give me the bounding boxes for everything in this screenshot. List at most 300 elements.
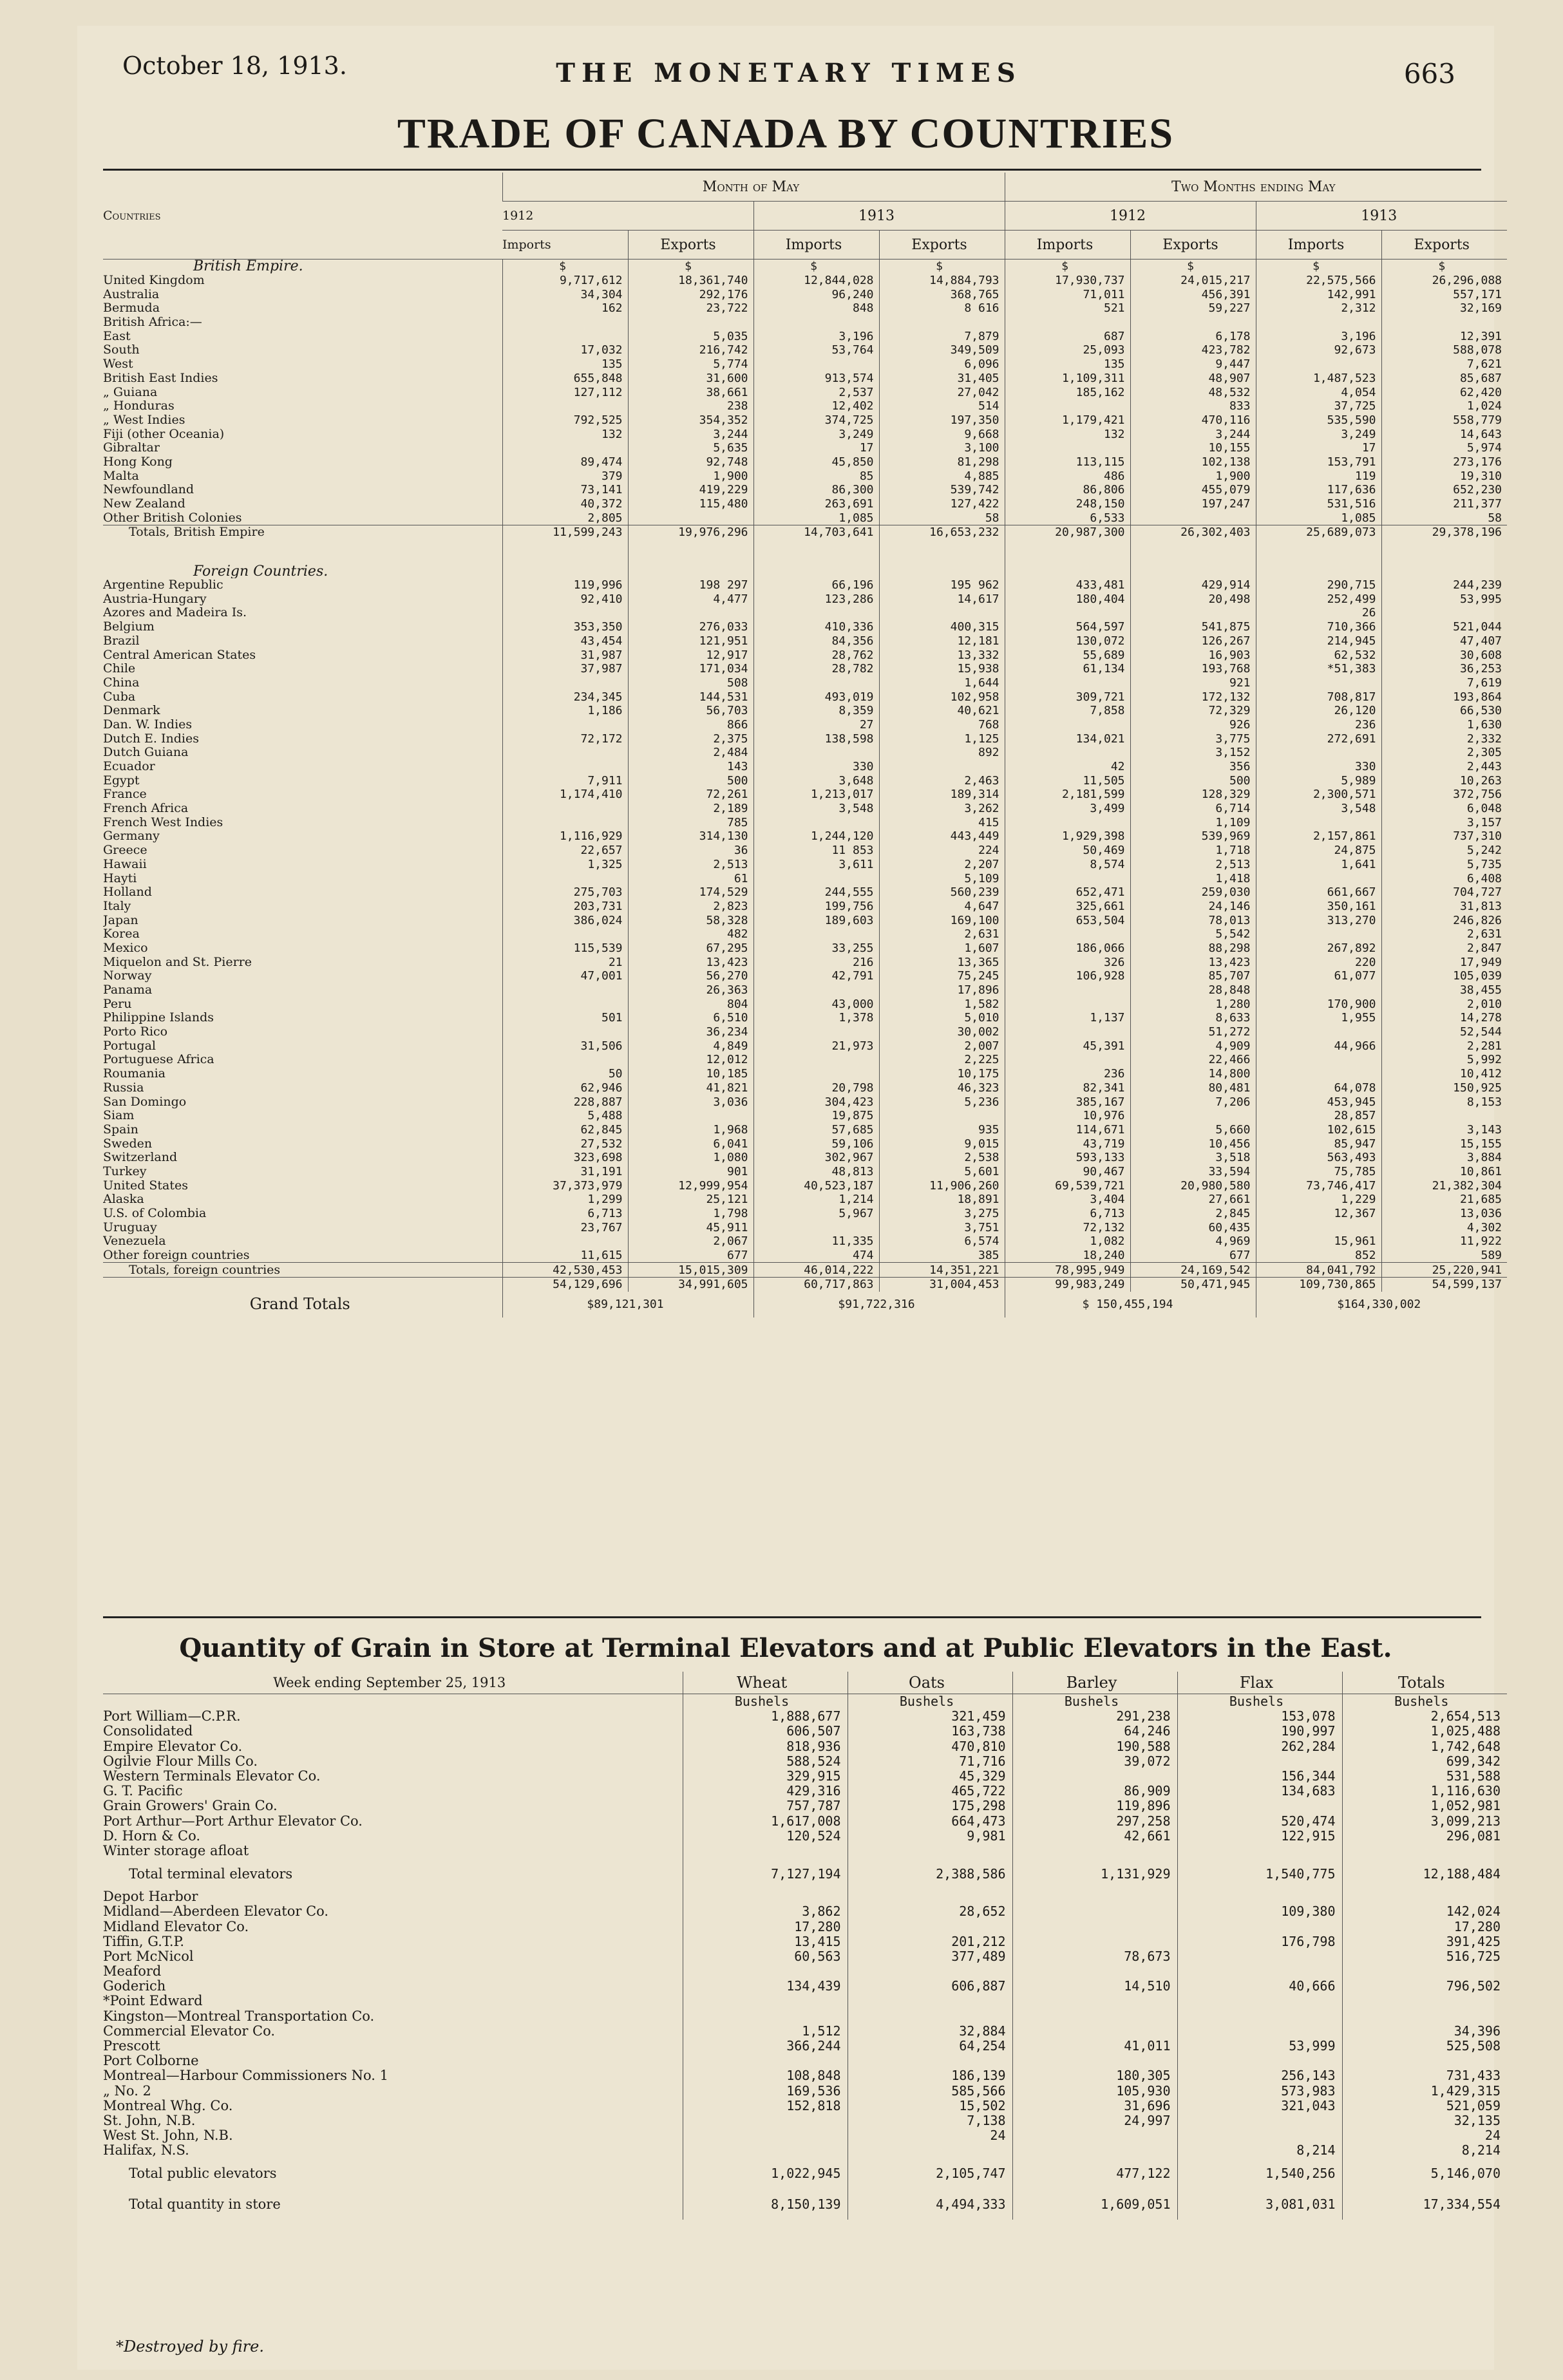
trade-value: 500 bbox=[1130, 773, 1256, 788]
trade-value: 2,513 bbox=[1130, 858, 1256, 872]
trade-value: 12,391 bbox=[1381, 329, 1507, 343]
trade-value: 10,976 bbox=[1005, 1109, 1130, 1123]
trade-value: 43,719 bbox=[1005, 1137, 1130, 1151]
trade-value: 228,887 bbox=[502, 1095, 628, 1109]
trade-value: 2,823 bbox=[628, 900, 753, 914]
trade-value: 113,115 bbox=[1005, 455, 1130, 469]
trade-value: 72,172 bbox=[502, 732, 628, 746]
total-value: 8,150,139 bbox=[683, 2189, 848, 2220]
grain-value bbox=[848, 1994, 1012, 2008]
grain-value: 78,673 bbox=[1012, 1949, 1177, 1964]
trade-table bbox=[103, 173, 1507, 1318]
grain-value: 516,725 bbox=[1342, 1949, 1507, 1964]
trade-value: 48,532 bbox=[1130, 385, 1256, 399]
trade-value bbox=[879, 760, 1005, 774]
trade-value bbox=[879, 1109, 1005, 1123]
elevator-name: Winter storage afloat bbox=[103, 1843, 249, 1858]
country-name: Sweden bbox=[103, 1137, 153, 1151]
trade-value bbox=[1005, 441, 1130, 455]
total-label: Totals, British Empire bbox=[103, 525, 502, 540]
trade-value bbox=[628, 511, 753, 525]
trade-value bbox=[502, 1053, 628, 1067]
trade-value: 135 bbox=[1005, 357, 1130, 372]
elevator-name: „ No. 2 bbox=[103, 2083, 151, 2099]
dollar-sign: $ bbox=[753, 260, 879, 274]
trade-value: 47,001 bbox=[502, 969, 628, 983]
trade-value: 203,731 bbox=[502, 900, 628, 914]
table-row bbox=[103, 274, 1507, 288]
trade-value: 9,717,612 bbox=[502, 274, 628, 288]
trade-value: 5,635 bbox=[628, 441, 753, 455]
trade-value: 30,608 bbox=[1381, 648, 1507, 662]
trade-value: 23,767 bbox=[502, 1220, 628, 1234]
trade-value: 26,120 bbox=[1256, 704, 1381, 718]
exports-header: Exports bbox=[1381, 231, 1507, 260]
total-value: 26,302,403 bbox=[1130, 525, 1256, 540]
grain-value: 45,329 bbox=[848, 1769, 1012, 1784]
total-value: 42,530,453 bbox=[502, 1263, 628, 1278]
grain-value: 465,722 bbox=[848, 1784, 1012, 1799]
country-name: Roumania bbox=[103, 1066, 166, 1081]
trade-value: 252,499 bbox=[1256, 592, 1381, 606]
table-row bbox=[103, 927, 1507, 941]
table-row bbox=[103, 802, 1507, 816]
trade-value: 73,141 bbox=[502, 483, 628, 497]
trade-value: 21,685 bbox=[1381, 1193, 1507, 1207]
grand-subtotal-value: 34,991,605 bbox=[628, 1278, 753, 1292]
grain-value: 17,280 bbox=[683, 1919, 848, 1934]
table-row bbox=[103, 676, 1507, 690]
grain-value: 585,566 bbox=[848, 2084, 1012, 2099]
trade-value: 10,155 bbox=[1130, 441, 1256, 455]
trade-value: 6,096 bbox=[879, 357, 1005, 372]
table-row bbox=[103, 1844, 1507, 1858]
trade-value: 1,644 bbox=[879, 676, 1005, 690]
trade-value: 33,594 bbox=[1130, 1165, 1256, 1179]
grain-value: 256,143 bbox=[1177, 2068, 1342, 2083]
trade-value: 18,361,740 bbox=[628, 274, 753, 288]
table-row bbox=[103, 2009, 1507, 2024]
trade-value: 4,302 bbox=[1381, 1220, 1507, 1234]
grain-value bbox=[1012, 1964, 1177, 1979]
trade-value: 589 bbox=[1381, 1249, 1507, 1263]
trade-value bbox=[879, 606, 1005, 620]
elevator-name: Consolidated bbox=[103, 1724, 193, 1739]
elevator-name: Commercial Elevator Co. bbox=[103, 2023, 276, 2039]
grain-value bbox=[1012, 1769, 1177, 1784]
country-name: Germany bbox=[103, 829, 160, 844]
trade-value: 31,987 bbox=[502, 648, 628, 662]
trade-value: 46,323 bbox=[879, 1081, 1005, 1095]
page-title: TRADE OF CANADA BY COUNTRIES bbox=[397, 110, 1175, 157]
trade-value: 185,162 bbox=[1005, 385, 1130, 399]
country-name: Central American States bbox=[103, 648, 256, 662]
table-row bbox=[103, 1095, 1507, 1109]
trade-value: 3,648 bbox=[753, 773, 879, 788]
trade-value: 48,813 bbox=[753, 1165, 879, 1179]
trade-value: 132 bbox=[502, 427, 628, 441]
grain-value bbox=[683, 2143, 848, 2158]
grand-total-label: Grand Totals bbox=[249, 1295, 350, 1314]
trade-value bbox=[1130, 511, 1256, 525]
country-name: South bbox=[103, 343, 140, 357]
trade-value: 4,647 bbox=[879, 900, 1005, 914]
table-row bbox=[103, 2099, 1507, 2113]
trade-value: 224 bbox=[879, 844, 1005, 858]
country-name: Peru bbox=[103, 997, 132, 1011]
grain-value: 163,738 bbox=[848, 1724, 1012, 1739]
trade-value: 415 bbox=[879, 815, 1005, 829]
trade-value: 132 bbox=[1005, 427, 1130, 441]
country-name: Argentine Republic bbox=[103, 578, 223, 592]
grain-value: 142,024 bbox=[1342, 1904, 1507, 1919]
trade-value: 6,714 bbox=[1130, 802, 1256, 816]
table-row bbox=[103, 1081, 1507, 1095]
trade-value: 921 bbox=[1130, 676, 1256, 690]
trade-value: 1,325 bbox=[502, 858, 628, 872]
country-name: Norway bbox=[103, 969, 152, 983]
table-row bbox=[103, 1067, 1507, 1081]
table-row bbox=[103, 1053, 1507, 1067]
country-name: British East Indies bbox=[103, 371, 218, 385]
trade-value: 85 bbox=[753, 469, 879, 483]
trade-value: 2,375 bbox=[628, 732, 753, 746]
trade-value: 15,938 bbox=[879, 662, 1005, 676]
trade-value: 3,244 bbox=[1130, 427, 1256, 441]
trade-value: 302,967 bbox=[753, 1151, 879, 1165]
grain-value: 152,818 bbox=[683, 2099, 848, 2113]
trade-value bbox=[1256, 1053, 1381, 1067]
trade-value: 84,356 bbox=[753, 634, 879, 648]
trade-value: 5,974 bbox=[1381, 441, 1507, 455]
grain-value: 520,474 bbox=[1177, 1814, 1342, 1829]
wheat-header: Wheat bbox=[683, 1672, 848, 1694]
table-row bbox=[103, 2128, 1507, 2143]
trade-value: 13,423 bbox=[1130, 955, 1256, 969]
trade-value: 14,884,793 bbox=[879, 274, 1005, 288]
trade-value: 2,157,861 bbox=[1256, 829, 1381, 844]
trade-value: 13,423 bbox=[628, 955, 753, 969]
trade-value: 22,657 bbox=[502, 844, 628, 858]
grain-value bbox=[683, 2054, 848, 2068]
grain-value: 64,246 bbox=[1012, 1724, 1177, 1739]
trade-value: 419,229 bbox=[628, 483, 753, 497]
grain-value bbox=[683, 2009, 848, 2024]
elevator-name: G. T. Pacific bbox=[103, 1784, 183, 1799]
grain-value: 134,439 bbox=[683, 1979, 848, 1994]
trade-value: 58 bbox=[1381, 511, 1507, 525]
trade-value: 349,509 bbox=[879, 343, 1005, 357]
grain-value: 1,116,630 bbox=[1342, 1784, 1507, 1799]
british-empire-heading: British Empire. bbox=[193, 259, 303, 274]
trade-value: 6,408 bbox=[1381, 871, 1507, 885]
trade-value: 379 bbox=[502, 469, 628, 483]
trade-value: 292,176 bbox=[628, 287, 753, 301]
trade-value: 1,085 bbox=[1256, 511, 1381, 525]
grain-value: 606,507 bbox=[683, 1724, 848, 1739]
total-value: 12,188,484 bbox=[1342, 1858, 1507, 1889]
total-value: 24,169,542 bbox=[1130, 1263, 1256, 1278]
trade-value bbox=[502, 871, 628, 885]
total-value: 25,689,073 bbox=[1256, 525, 1381, 540]
grain-value: 32,884 bbox=[848, 2024, 1012, 2039]
trade-value: 123,286 bbox=[753, 592, 879, 606]
trade-value bbox=[502, 760, 628, 774]
trade-value: 60,435 bbox=[1130, 1220, 1256, 1234]
trade-value: 1,641 bbox=[1256, 858, 1381, 872]
trade-value: 17 bbox=[1256, 441, 1381, 455]
trade-value: 18,240 bbox=[1005, 1249, 1130, 1263]
trade-value: 323,698 bbox=[502, 1151, 628, 1165]
table-row bbox=[103, 606, 1507, 620]
trade-value: 31,813 bbox=[1381, 900, 1507, 914]
elevator-name: Prescott bbox=[103, 2038, 160, 2054]
country-name: China bbox=[103, 675, 140, 690]
grain-value: 190,588 bbox=[1012, 1739, 1177, 1754]
grain-value: 34,396 bbox=[1342, 2024, 1507, 2039]
trade-value: 14,643 bbox=[1381, 427, 1507, 441]
trade-value: 3,143 bbox=[1381, 1123, 1507, 1137]
trade-value: 43,454 bbox=[502, 634, 628, 648]
trade-value bbox=[502, 983, 628, 997]
trade-value bbox=[753, 1067, 879, 1081]
trade-value: 20,980,580 bbox=[1130, 1178, 1256, 1193]
table-row bbox=[103, 634, 1507, 648]
trade-value: 2,805 bbox=[502, 511, 628, 525]
trade-value: 37,987 bbox=[502, 662, 628, 676]
trade-value: 62,420 bbox=[1381, 385, 1507, 399]
table-row bbox=[103, 913, 1507, 927]
table-row bbox=[103, 788, 1507, 802]
trade-value bbox=[1256, 316, 1381, 330]
grain-value: 17,280 bbox=[1342, 1919, 1507, 1934]
table-row bbox=[103, 1739, 1507, 1754]
trade-value: 1,080 bbox=[628, 1151, 753, 1165]
country-name: U.S. of Colombia bbox=[103, 1206, 207, 1221]
table-row bbox=[103, 1123, 1507, 1137]
trade-value: 276,033 bbox=[628, 620, 753, 634]
grain-value: 321,043 bbox=[1177, 2099, 1342, 2113]
table-row bbox=[103, 413, 1507, 428]
grain-value bbox=[848, 2009, 1012, 2024]
trade-value: 4,969 bbox=[1130, 1234, 1256, 1249]
dollar-sign: $ bbox=[1381, 260, 1507, 274]
grain-value: 24 bbox=[1342, 2128, 1507, 2143]
trade-value: 330 bbox=[753, 760, 879, 774]
trade-value: 19,310 bbox=[1381, 469, 1507, 483]
trade-value: 143 bbox=[628, 760, 753, 774]
trade-value bbox=[1005, 927, 1130, 941]
trade-value: 56,270 bbox=[628, 969, 753, 983]
table-row bbox=[103, 1207, 1507, 1221]
grain-value: 377,489 bbox=[848, 1949, 1012, 1964]
trade-value: 677 bbox=[1130, 1249, 1256, 1263]
trade-value: 211,377 bbox=[1381, 497, 1507, 511]
trade-value: 6,041 bbox=[628, 1137, 753, 1151]
country-name: Greece bbox=[103, 843, 147, 858]
grain-value: 64,254 bbox=[848, 2039, 1012, 2054]
trade-value: 28,762 bbox=[753, 648, 879, 662]
trade-value: 309,721 bbox=[1005, 690, 1130, 704]
trade-value: 28,782 bbox=[753, 662, 879, 676]
trade-value: 13,036 bbox=[1381, 1207, 1507, 1221]
trade-value: 66,196 bbox=[753, 578, 879, 592]
trade-value: 3,548 bbox=[1256, 802, 1381, 816]
table-row bbox=[103, 690, 1507, 704]
trade-value: 25,093 bbox=[1005, 343, 1130, 357]
trade-value: 493,019 bbox=[753, 690, 879, 704]
trade-value: 42,791 bbox=[753, 969, 879, 983]
grain-value: 1,025,488 bbox=[1342, 1724, 1507, 1739]
trade-value: 12,917 bbox=[628, 648, 753, 662]
trade-value bbox=[628, 1109, 753, 1123]
trade-value: 7,911 bbox=[502, 773, 628, 788]
trade-value: 866 bbox=[628, 718, 753, 732]
grain-value bbox=[1342, 1844, 1507, 1858]
exports-header: Exports bbox=[1130, 231, 1256, 260]
public-total-row bbox=[103, 2158, 1507, 2189]
trade-value: 130,072 bbox=[1005, 634, 1130, 648]
trade-value: 9,447 bbox=[1130, 357, 1256, 372]
country-name: Other British Colonies bbox=[103, 511, 242, 525]
trade-value: 199,756 bbox=[753, 900, 879, 914]
grain-value bbox=[1342, 1994, 1507, 2008]
trade-value: 833 bbox=[1130, 399, 1256, 413]
trade-value: 374,725 bbox=[753, 413, 879, 428]
trade-value: 470,116 bbox=[1130, 413, 1256, 428]
elevator-name: Kingston—Montreal Transportation Co. bbox=[103, 2008, 375, 2024]
trade-value: 171,034 bbox=[628, 662, 753, 676]
trade-value: 45,850 bbox=[753, 455, 879, 469]
grand-total-value: $ 150,455,194 bbox=[1005, 1292, 1256, 1318]
table-row bbox=[103, 871, 1507, 885]
grain-value: 3,862 bbox=[683, 1904, 848, 1919]
trade-value: 13,332 bbox=[879, 648, 1005, 662]
title-rule bbox=[103, 169, 1481, 171]
trade-value bbox=[753, 1220, 879, 1234]
trade-value: 64,078 bbox=[1256, 1081, 1381, 1095]
table-row bbox=[103, 815, 1507, 829]
total-value: 46,014,222 bbox=[753, 1263, 879, 1278]
imports-header: Imports bbox=[1256, 231, 1381, 260]
trade-value: 75,785 bbox=[1256, 1165, 1381, 1179]
grain-value bbox=[1177, 2113, 1342, 2128]
grain-value: 818,936 bbox=[683, 1739, 848, 1754]
trade-value: 22,466 bbox=[1130, 1053, 1256, 1067]
total-value: 15,015,309 bbox=[628, 1263, 753, 1278]
trade-value: 67,295 bbox=[628, 941, 753, 956]
country-name: New Zealand bbox=[103, 496, 185, 511]
grain-value bbox=[848, 1964, 1012, 1979]
trade-value: 75,245 bbox=[879, 969, 1005, 983]
trade-value: 3,036 bbox=[628, 1095, 753, 1109]
trade-value: 6,574 bbox=[879, 1234, 1005, 1249]
trade-value: 6,048 bbox=[1381, 802, 1507, 816]
grand-subtotal-value: 50,471,945 bbox=[1130, 1278, 1256, 1292]
trade-value: 10,175 bbox=[879, 1067, 1005, 1081]
trade-value: 71,011 bbox=[1005, 287, 1130, 301]
table-row bbox=[103, 385, 1507, 399]
trade-value: 246,826 bbox=[1381, 913, 1507, 927]
trade-value bbox=[1256, 746, 1381, 760]
table-row bbox=[103, 1949, 1507, 1964]
grain-value bbox=[1177, 1964, 1342, 1979]
trade-value: 197,247 bbox=[1130, 497, 1256, 511]
country-name: France bbox=[103, 788, 147, 802]
trade-value: 62,532 bbox=[1256, 648, 1381, 662]
country-name: Hayti bbox=[103, 871, 137, 885]
country-name: Japan bbox=[103, 913, 138, 927]
trade-value: 385,167 bbox=[1005, 1095, 1130, 1109]
grain-value bbox=[1177, 1889, 1342, 1904]
table-row bbox=[103, 483, 1507, 497]
table-row bbox=[103, 1109, 1507, 1123]
trade-value: 50,469 bbox=[1005, 844, 1130, 858]
trade-value: 7,619 bbox=[1381, 676, 1507, 690]
trade-value bbox=[1256, 927, 1381, 941]
trade-value: 2,007 bbox=[879, 1039, 1005, 1053]
table-row bbox=[103, 1784, 1507, 1799]
trade-value: 1,900 bbox=[628, 469, 753, 483]
total-value: 7,127,194 bbox=[683, 1858, 848, 1889]
trade-value: 710,366 bbox=[1256, 620, 1381, 634]
trade-value: 535,590 bbox=[1256, 413, 1381, 428]
grain-value: 699,342 bbox=[1342, 1754, 1507, 1769]
trade-value: 263,691 bbox=[753, 497, 879, 511]
trade-value: 11,906,260 bbox=[879, 1178, 1005, 1193]
trade-value: 45,391 bbox=[1005, 1039, 1130, 1053]
trade-value: 31,506 bbox=[502, 1039, 628, 1053]
trade-value: 1,244,120 bbox=[753, 829, 879, 844]
trade-value: 21 bbox=[502, 955, 628, 969]
trade-value bbox=[502, 997, 628, 1011]
trade-value: 3,249 bbox=[1256, 427, 1381, 441]
trade-value: 708,817 bbox=[1256, 690, 1381, 704]
table-row bbox=[103, 287, 1507, 301]
trade-value: 2,537 bbox=[753, 385, 879, 399]
grain-value bbox=[683, 2128, 848, 2143]
total-value: 4,494,333 bbox=[848, 2189, 1012, 2220]
table-row bbox=[103, 1151, 1507, 1165]
trade-value: 6,510 bbox=[628, 1011, 753, 1025]
trade-value bbox=[1130, 316, 1256, 330]
british-total-row bbox=[103, 525, 1507, 540]
trade-value bbox=[1381, 316, 1507, 330]
trade-value: 1,085 bbox=[753, 511, 879, 525]
trade-value bbox=[1005, 983, 1130, 997]
table-row bbox=[103, 1994, 1507, 2008]
exports-header: Exports bbox=[628, 231, 753, 260]
trade-value: 66,530 bbox=[1381, 704, 1507, 718]
country-name: French Africa bbox=[103, 801, 189, 816]
grain-value: 122,915 bbox=[1177, 1829, 1342, 1844]
trade-value: 58,328 bbox=[628, 913, 753, 927]
grain-value bbox=[848, 2143, 1012, 2158]
grain-value: 28,652 bbox=[848, 1904, 1012, 1919]
trade-value: 429,914 bbox=[1130, 578, 1256, 592]
grain-value bbox=[683, 1844, 848, 1858]
grain-value bbox=[683, 1994, 848, 2008]
grand-subtotal-value: 60,717,863 bbox=[753, 1278, 879, 1292]
trade-value: 1,082 bbox=[1005, 1234, 1130, 1249]
trade-value: 50 bbox=[502, 1067, 628, 1081]
total-value: 19,976,296 bbox=[628, 525, 753, 540]
trade-value: 9,015 bbox=[879, 1137, 1005, 1151]
trade-value bbox=[753, 746, 879, 760]
table-row bbox=[103, 357, 1507, 372]
grain-value bbox=[1342, 1889, 1507, 1904]
trade-value: 53,764 bbox=[753, 343, 879, 357]
